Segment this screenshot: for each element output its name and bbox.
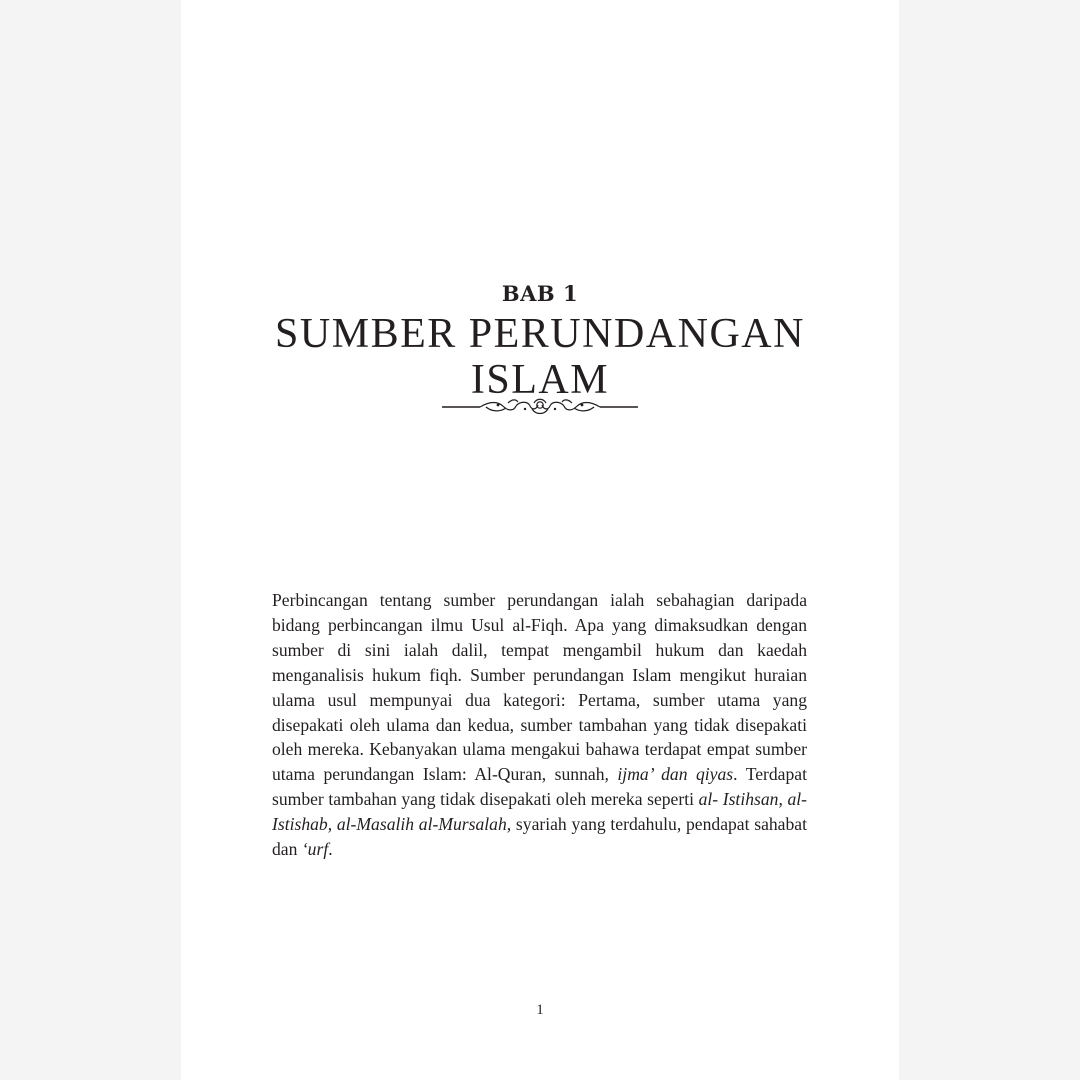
book-page <box>181 0 899 1080</box>
body-text-italic-segment: , ijma’ dan qiyas <box>604 764 734 785</box>
body-text-italic-segment: al- Istihsan, al-Istishab, al-Masalih al-Mursalah, <box>272 789 807 835</box>
ornament-divider-icon <box>442 397 638 417</box>
body-text-italic-segment: ‘urf <box>301 839 329 860</box>
body-text-segment: . <box>328 839 333 860</box>
page-number: 1 <box>536 1002 544 1018</box>
body-text-segment: syariah yang terdahulu, pendapat sahabat dan <box>272 814 807 860</box>
body-paragraph <box>272 588 807 862</box>
chapter-label: BAB 1 <box>501 281 579 306</box>
chapter-title-line-2: ISLAM <box>470 357 610 403</box>
chapter-title <box>181 311 899 403</box>
chapter-title-line-1: SUMBER PERUNDANGAN <box>275 311 805 357</box>
body-text-segment: Perbincangan tentang sumber perundangan ialah sebahagian daripada bidang perbincangan ilmu Usul al-Fiqh. Apa yang dimaksudkan dengan sumber di sini ialah dalil, tempat mengambil hukum dan kaedah menganalisis hukum fiqh. Sumber perundangan Islam mengikut huraian ulama usul mempunyai dua kategori: Pertama, sumber utama yang disepakati oleh ulama dan kedua, sumber tambahan yang tidak disepakati oleh mereka. Kebanyakan ulama mengakui bahawa terdapat empat sumber utama perundangan Islam: Al-Quran, sunnah <box>272 590 807 785</box>
body-text-segment: . Terdapat sumber tambahan yang tidak disepakati oleh mereka seperti <box>272 764 807 810</box>
